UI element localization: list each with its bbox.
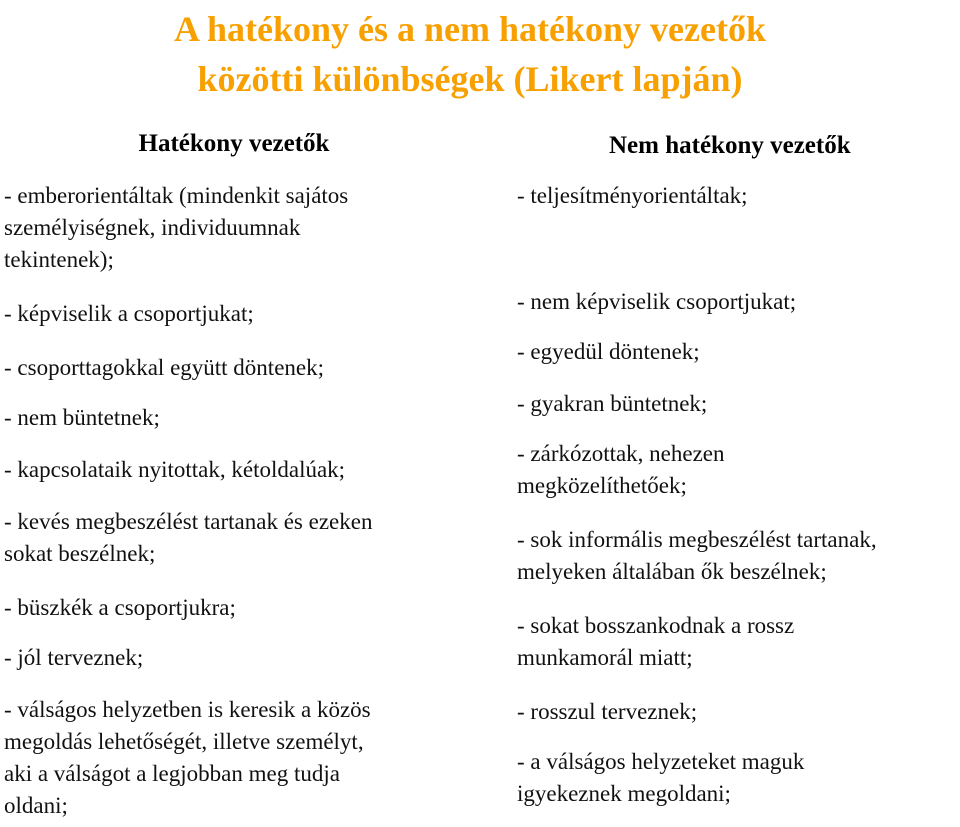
list-item: - emberorientáltak (mindenkit sajátos személyiségnek, individuumnak tekintenek); (4, 183, 349, 272)
page-title (0, 4, 940, 104)
ineffective-leaders-heading: Nem hatékony vezetők (609, 132, 851, 159)
list-item: - csoporttagokkal együtt döntenek; (4, 355, 325, 380)
list-item: - egyedül döntenek; (517, 339, 700, 364)
title-line-2: közötti különbségek (Likert lapján) (197, 59, 743, 99)
effective-leaders-column (4, 126, 479, 818)
list-item: - nem büntetnek; (4, 405, 160, 430)
list-item: - jól terveznek; (4, 645, 144, 670)
ineffective-leaders-column (517, 126, 960, 806)
list-item: - kevés megbeszélést tartanak és ezeken sokat beszélnek; (4, 509, 373, 566)
title-line-1: A hatékony és a nem hatékony vezetők (174, 9, 766, 49)
list-item: - válságos helyzetben is keresik a közös megoldás lehetőségét, illetve személyt, aki a válságot a legjobban meg tudja oldani; (4, 697, 371, 818)
list-item: - a válságos helyzeteket maguk igyekeznek megoldani; (517, 749, 805, 806)
list-item: - sok informális megbeszélést tartanak, melyeken általában ők beszélnek; (517, 527, 877, 584)
list-item: - sokat bosszankodnak a rossz munkamorál miatt; (517, 613, 795, 670)
list-item: - büszkék a csoportjukra; (4, 595, 236, 620)
list-item: - rosszul terveznek; (517, 699, 698, 724)
effective-leaders-heading: Hatékony vezetők (138, 130, 330, 157)
list-item: - nem képviselik csoportjukat; (517, 289, 797, 314)
list-item: - teljesítményorientáltak; (517, 183, 748, 208)
list-item: - zárkózottak, nehezen megközelíthetőek; (517, 441, 725, 498)
list-item: - gyakran büntetnek; (517, 391, 708, 416)
list-item: - kapcsolataik nyitottak, kétoldalúak; (4, 457, 346, 482)
list-item: - képviselik a csoportjukat; (4, 301, 254, 326)
